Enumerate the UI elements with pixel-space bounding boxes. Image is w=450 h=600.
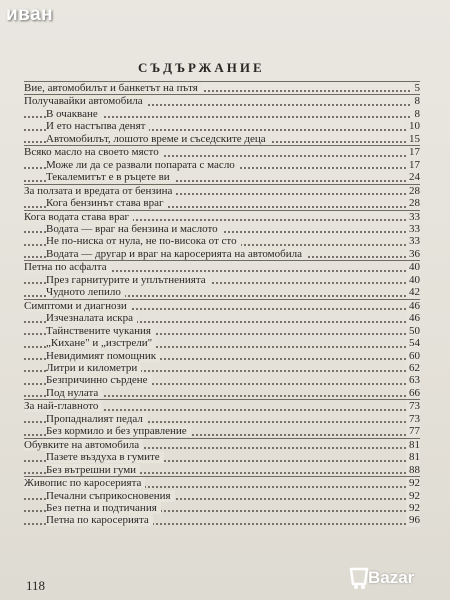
toc-subsection-entry — [24, 425, 420, 437]
toc-title: СЪДЪРЖАНИЕ — [138, 60, 265, 75]
toc-subsection-entry — [24, 312, 420, 324]
toc-section-entry — [24, 476, 420, 489]
toc-entry-title: Кога водата става враг — [24, 211, 133, 223]
toc-entry-title: Литри и километри — [46, 362, 141, 374]
toc-subsection-entry — [24, 108, 420, 120]
toc-entry-title: Живопис по каросерията — [24, 477, 145, 489]
toc-subsection-entry — [24, 133, 420, 145]
toc-entry-page: 24 — [406, 171, 420, 183]
watermark — [348, 560, 444, 596]
toc-entry-page: 10 — [406, 120, 420, 132]
toc-entry-title: Автомобилът, лошото време и съседските деца — [46, 133, 270, 145]
toc-subsection-entry — [24, 248, 420, 260]
toc-subsection-entry — [24, 274, 420, 286]
toc-section-entry — [24, 81, 420, 94]
toc-entry-page: 81 — [406, 451, 420, 463]
toc-entry-title: Без петна и подтичания — [46, 502, 161, 514]
bazar-logo-icon — [348, 566, 370, 590]
toc-entry-page: 88 — [406, 464, 420, 476]
toc-subsection-entry — [24, 490, 420, 502]
toc-entry-title: Петна по каросерията — [46, 514, 153, 526]
toc-entry-title: Под нулата — [46, 387, 102, 399]
toc-entry-title: Чудното лепило — [46, 286, 125, 298]
toc-section-entry — [24, 94, 420, 107]
toc-entry-title: Текалемитът е в ръцете ви — [46, 171, 174, 183]
toc-subsection-entry — [24, 325, 420, 337]
toc-section-entry — [24, 399, 420, 412]
toc-entry-page: 40 — [406, 274, 420, 286]
toc-subsection-entry — [24, 223, 420, 235]
toc-entry-page: 46 — [406, 312, 420, 324]
toc-entry-page: 63 — [406, 374, 420, 386]
toc-section-entry — [24, 184, 420, 197]
toc-subsection-entry — [24, 337, 420, 349]
toc-entry-title: В очакване — [46, 108, 102, 120]
toc-subsection-entry — [24, 120, 420, 132]
toc-section-entry — [24, 260, 420, 273]
toc-entry-page: 92 — [406, 490, 420, 502]
toc-entry-title: Без кормило и без управление — [46, 425, 191, 437]
toc-entry-page: 54 — [406, 337, 420, 349]
toc-entry-page: 92 — [406, 477, 420, 489]
toc-entry-page: 42 — [406, 286, 420, 298]
toc-entry-title: През гарнитурите и уплътненията — [46, 274, 210, 286]
toc-subsection-entry — [24, 413, 420, 425]
toc-entry-title: Изчезналата искра — [46, 312, 137, 324]
toc-entry-page: 8 — [412, 108, 421, 120]
toc-subsection-entry — [24, 362, 420, 374]
toc-entry-page: 66 — [406, 387, 420, 399]
toc-section-entry — [24, 438, 420, 451]
toc-entry-page: 73 — [406, 413, 420, 425]
toc-entry-page: 33 — [406, 235, 420, 247]
toc-entry-title: Невидимият помощник — [46, 350, 160, 362]
toc-entry-title: За ползата и вредата от бензина — [24, 185, 176, 197]
toc-subsection-entry — [24, 235, 420, 247]
toc-entry-title: Симптоми и диагнози — [24, 300, 131, 312]
toc-entry-page: 15 — [406, 133, 420, 145]
toc-entry-title: Не по-ниска от нула, не по-висока от сто — [46, 235, 241, 247]
toc-entry-title: Тайнствените чукания — [46, 325, 155, 337]
toc-entry-title: За най-главното — [24, 400, 102, 412]
toc-entry-title: Пропадналият педал — [46, 413, 147, 425]
toc-entry-page: 50 — [406, 325, 420, 337]
watermark-text: Bazar — [368, 568, 415, 587]
toc-entry-page: 40 — [406, 261, 420, 273]
toc-entry-page: 28 — [406, 185, 420, 197]
toc-section-entry — [24, 299, 420, 312]
toc-entry-title: Вие, автомобилът и банкетът на пътя — [24, 82, 202, 94]
toc-entry-title: Всяко масло на своето място — [24, 146, 163, 158]
toc-entry-title: Водата — враг на бензина и маслото — [46, 223, 222, 235]
toc-subsection-entry — [24, 387, 420, 399]
toc-entry-title: Обувките на автомобила — [24, 439, 143, 451]
toc-subsection-entry — [24, 171, 420, 183]
toc-subsection-entry — [24, 502, 420, 514]
page-number: 118 — [26, 578, 46, 593]
toc-entry-page: 17 — [406, 146, 420, 158]
toc-subsection-entry — [24, 350, 420, 362]
toc-entry-page: 81 — [406, 439, 420, 451]
toc-entry-title: Петна по асфалта — [24, 261, 111, 273]
toc-entry-title: Може ли да се развали попарата с масло — [46, 159, 239, 171]
toc-entry-page: 17 — [406, 159, 420, 171]
table-of-contents — [24, 81, 420, 527]
toc-entry-page: 33 — [406, 211, 420, 223]
toc-subsection-entry — [24, 464, 420, 476]
toc-entry-page: 96 — [406, 514, 420, 526]
toc-entry-page: 92 — [406, 502, 420, 514]
toc-entry-page: 46 — [406, 300, 420, 312]
toc-subsection-entry — [24, 159, 420, 171]
toc-entry-title: Водата — другар и враг на каросерията на автомобила — [46, 248, 306, 260]
toc-entry-title: Без вътрешни гуми — [46, 464, 140, 476]
toc-section-entry — [24, 210, 420, 223]
toc-entry-page: 77 — [406, 425, 420, 437]
toc-entry-page: 73 — [406, 400, 420, 412]
toc-section-entry — [24, 145, 420, 158]
toc-entry-page: 28 — [406, 197, 420, 209]
toc-entry-page: 60 — [406, 350, 420, 362]
toc-subsection-entry — [24, 514, 420, 526]
toc-entry-page: 8 — [412, 95, 421, 107]
toc-subsection-entry — [24, 197, 420, 209]
toc-entry-page: 36 — [406, 248, 420, 260]
toc-entry-page: 62 — [406, 362, 420, 374]
toc-entry-title: И ето настъпва денят — [46, 120, 149, 132]
toc-entry-title: Безпричинно сърдене — [46, 374, 152, 386]
toc-entry-title: Печални съприкосновения — [46, 490, 175, 502]
toc-subsection-entry — [24, 374, 420, 386]
toc-subsection-entry — [24, 286, 420, 298]
toc-entry-title: Кога бензинът става враг — [46, 197, 168, 209]
toc-entry-page: 33 — [406, 223, 420, 235]
toc-entry-page: 5 — [412, 82, 421, 94]
toc-subsection-entry — [24, 451, 420, 463]
seller-tag: иван — [6, 4, 54, 25]
toc-entry-title: Получавайки автомобила — [24, 95, 147, 107]
toc-entry-title: Пазете въздуха в гумите — [46, 451, 164, 463]
toc-entry-title: „Кихане" и „изстрели" — [46, 337, 156, 349]
